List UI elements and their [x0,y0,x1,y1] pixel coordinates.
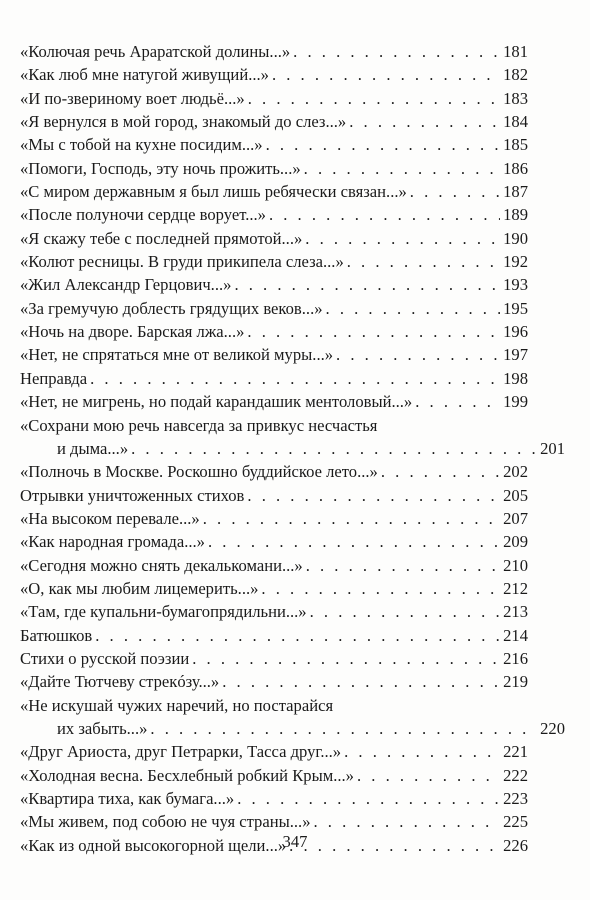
dot-leader [415,390,500,413]
toc-entry-page: 226 [503,835,528,855]
dot-leader [248,87,500,110]
toc-entry-page: 216 [503,648,528,668]
toc-entry-page: 193 [503,275,528,295]
toc-entry-page: 185 [503,135,528,155]
toc-entry-page: 190 [503,228,528,248]
toc-entry [20,40,528,63]
dot-leader [293,40,500,63]
toc-entry-page: 214 [503,625,528,645]
toc-entry-page: 199 [503,392,528,412]
toc-entry [20,670,528,693]
toc-entry-title: «Мы живем, под собою не чуя страны...» [20,812,311,832]
toc-entry-page: 219 [503,672,528,692]
toc-entry-page: 187 [503,182,528,202]
toc-entry-title: «Помоги, Господь, эту ночь прожить...» [20,158,301,178]
toc-entry-page: 184 [503,112,528,132]
toc-entry-page: 183 [503,88,528,108]
dot-leader [269,203,500,226]
toc-entry-page: 223 [503,789,528,808]
toc-entry-title: «Сохрани мою речь навсегда за привкус несчастья [20,415,378,435]
toc-entry [20,787,528,810]
dot-leader [150,717,537,740]
toc-entry [20,180,528,203]
toc-entry-title: «Холодная весна. Бесхлебный робкий Крым...» [20,765,354,785]
toc-entry [20,157,528,180]
toc-entry [20,110,528,133]
toc-entry-page: 210 [503,555,528,575]
dot-leader [326,297,501,320]
toc-entry-title: «О, как мы любим лицемерить...» [20,578,259,598]
toc-entry [20,577,528,600]
toc-entry-page: 197 [503,345,528,365]
toc-entry-page: 181 [503,42,528,61]
toc-entry-page: 207 [503,508,528,528]
toc-entry [20,297,528,320]
toc-entry-page: 220 [540,718,565,738]
dot-leader [349,110,500,133]
toc-entry-page: 222 [503,765,528,785]
toc-entry-continuation [20,717,565,740]
dot-leader [344,740,500,763]
toc-entry-title: «И по-звериному воет людьё...» [20,88,245,108]
dot-leader [314,810,501,833]
toc-entry [20,414,528,437]
toc-entry [20,647,528,670]
toc-entry-title: «Мы с тобой на кухне посидим...» [20,135,263,155]
toc-entry-page: 201 [540,438,565,458]
dot-leader [305,227,500,250]
toc-entry-title-continuation: и дыма...» [57,438,129,458]
toc-entry [20,320,528,343]
toc-entry [20,250,528,273]
toc-entry [20,133,528,156]
toc-entry [20,484,528,507]
toc-entry [20,203,528,226]
toc-entry-title: «Как из одной высокогорной щели...» [20,835,287,855]
toc-entry [20,764,528,787]
toc-entry-page: 205 [503,485,528,505]
dot-leader [347,250,500,273]
toc-entry [20,554,528,577]
toc-entry-page: 189 [503,205,528,225]
dot-leader [261,577,500,600]
dot-leader [192,647,500,670]
toc-entry-continuation [20,437,565,460]
toc-entry-page: 221 [503,742,528,762]
toc-entry [20,624,528,647]
toc-entry-page: 195 [503,298,528,318]
toc-entry-title: «Колют ресницы. В груди прикипела слеза...» [20,252,344,272]
dot-leader [131,437,537,460]
dot-leader [310,600,501,623]
dot-leader [95,624,500,647]
dot-leader [381,460,500,483]
toc-entry-page: 198 [503,368,528,388]
toc-entry [20,87,528,110]
dot-leader [272,63,500,86]
toc-entry [20,367,528,390]
toc-entry-page: 213 [503,602,528,622]
toc-entry [20,694,528,717]
toc-entry-title: «За гремучую доблесть грядущих веков...» [20,298,323,318]
toc-entry [20,63,528,86]
dot-leader [237,787,500,810]
dot-leader [357,764,500,787]
toc-entry-title: «Как люб мне натугой живущий...» [20,65,269,85]
toc-entry [20,460,528,483]
toc-entry-title: «С миром державным я был лишь ребячески связан...» [20,182,407,202]
dot-leader [266,133,501,156]
toc-entry-title: Неправда [20,368,88,388]
toc-entry-page: 212 [503,578,528,598]
toc-entry [20,507,528,530]
toc-entry-title: «После полуночи сердце ворует...» [20,205,266,225]
toc-entry-title: «Полночь в Москве. Роскошно буддийское лето...» [20,462,378,482]
dot-leader [234,273,500,296]
toc-entry [20,740,528,763]
page-number: 347 [282,832,308,851]
dot-leader [208,530,500,553]
toc-entry [20,600,528,623]
toc-entry-page: 196 [503,322,528,342]
dot-leader [410,180,500,203]
toc-entry-title: Батюшков [20,625,93,645]
dot-leader [247,320,500,343]
toc-entry-page: 209 [503,532,528,552]
toc-entry-title: Отрывки уничтоженных стихов [20,485,245,505]
toc-entry-title: «Ночь на дворе. Барская лжа...» [20,322,245,342]
dot-leader [222,670,500,693]
toc-entry-page: 192 [503,252,528,272]
dot-leader [306,554,500,577]
toc-entry [20,390,528,413]
dot-leader [90,367,500,390]
toc-entry-title: «Как народная громада...» [20,532,205,552]
toc-entry-page: 225 [503,812,528,832]
toc-entry-page: 202 [503,462,528,482]
toc-entry-title: «Я скажу тебе с последней прямотой...» [20,228,303,248]
toc-entry-title-continuation: их забыть...» [57,718,148,738]
dot-leader [304,157,500,180]
toc-entry-title: «Квартира тиха, как бумага...» [20,789,235,808]
toc-entry-title: «Дайте Тютчеву стрекóзу...» [20,672,220,692]
toc-entry-page: 186 [503,158,528,178]
table-of-contents [20,40,565,857]
toc-entry-title: «Сегодня можно снять декалькомани...» [20,555,303,575]
toc-entry-title: «Нет, не спрятаться мне от великой муры...» [20,345,334,365]
toc-entry-title: «Друг Ариоста, друг Петрарки, Тасса друг...» [20,742,342,762]
toc-entry [20,227,528,250]
toc-entry [20,530,528,553]
toc-entry-title: «Там, где купальни-бумагопрядильни...» [20,602,307,622]
toc-entry-title: «Я вернулся в мой город, знакомый до слез...» [20,112,347,132]
toc-entry [20,273,528,296]
toc-entry [20,810,528,833]
toc-entry-title: «Не искушай чужих наречий, но постарайся [20,695,334,715]
toc-entry-title: «На высоком перевале...» [20,508,200,528]
toc-entry-title: «Нет, не мигрень, но подай карандашик ментоловый...» [20,392,413,412]
dot-leader [203,507,500,530]
toc-entry-title: Стихи о русской поэзии [20,648,190,668]
toc-entry-title: «Жил Александр Герцович...» [20,275,232,295]
toc-entry [20,343,528,366]
toc-entry-title: «Колючая речь Араратской долины...» [20,42,291,61]
dot-leader [336,343,500,366]
toc-entry-page: 182 [503,65,528,85]
dot-leader [247,484,500,507]
